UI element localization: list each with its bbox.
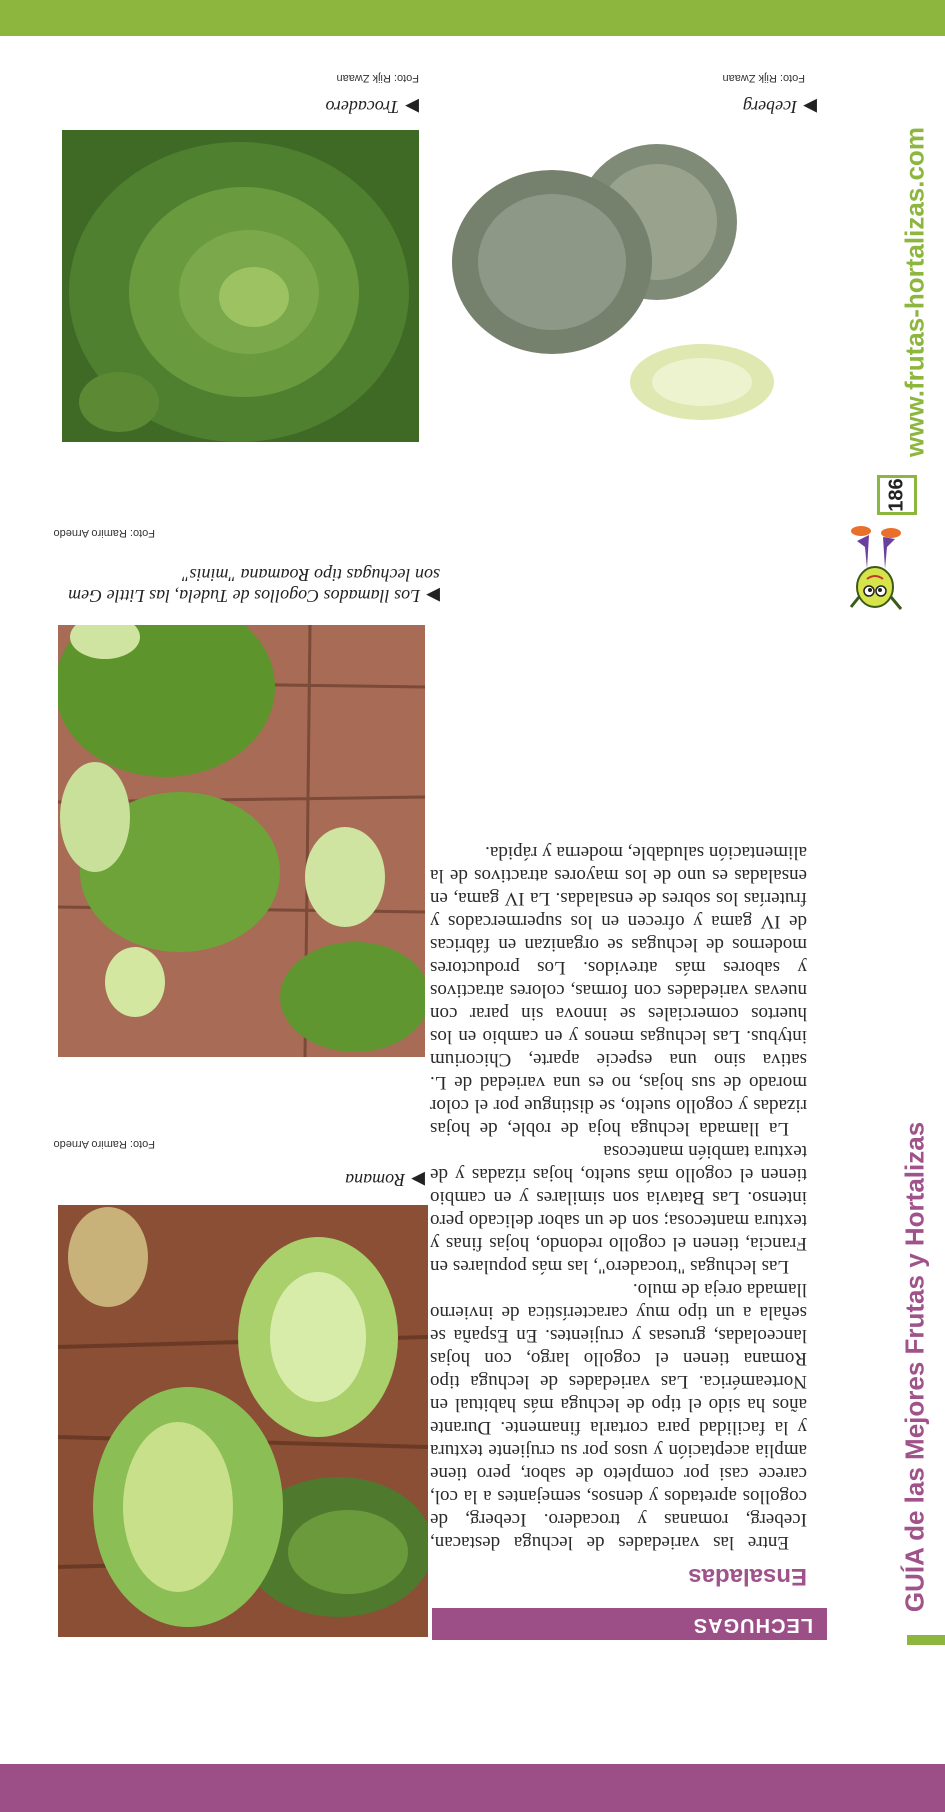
iceberg-photo bbox=[417, 102, 797, 462]
section-bar bbox=[432, 1608, 827, 1640]
section-label: LECHUGAS bbox=[692, 1614, 813, 1636]
romana-photo bbox=[58, 1205, 428, 1637]
triangle-right-icon: ▶ bbox=[803, 97, 817, 117]
iceberg-caption: ▶Iceberg bbox=[742, 97, 817, 117]
cartoon-vegetable-mascot-icon bbox=[849, 522, 905, 617]
triangle-right-icon: ▶ bbox=[405, 97, 419, 117]
paragraph: La llamada lechuga hoja de roble, de hojas rizadas y cogollo suelto, se distingue por el color morado de sus hojas, no es una variedad de L. sativa sino una especie aparte, Chicorium intybus. Las lechugas menos y en cambio en los huertos comerciales se innova sin parar con nuevas variedades con formas, colores atractivos y sabores más atrevidos. Los productores modernos de lechugas se organizan en fábricas de IV gama y ofrecen en los supermercados y fruterías los sobres de ensaladas. La IV gama, en ensaladas es uno de los mayores atractivos de la alimentación saludable, moderna y rápida. bbox=[430, 842, 807, 1139]
iceberg-credit: Foto: Rijk Zwaan bbox=[722, 72, 805, 84]
cogollos-credit: Foto: Ramiro Arnedo bbox=[53, 527, 155, 539]
cogollos-caption: ▶Los llamados Cogollos de Tudela, las Little Gem son lechugas tipo Roamana "minis" bbox=[68, 565, 440, 606]
triangle-right-icon: ▶ bbox=[411, 1170, 425, 1190]
article-body bbox=[430, 841, 807, 1554]
site-url[interactable] bbox=[885, 102, 945, 482]
page-number-text: 186 bbox=[885, 478, 908, 512]
trocadero-photo bbox=[62, 130, 419, 442]
guide-title bbox=[885, 1092, 945, 1642]
paragraph: Entre las variedades de lechuga destacan, Iceberg, romanas y trocadero. Iceberg, de cogollos apretados y densos, semejantes a la col, carece casi por completo de sabor, pero tiene amplia aceptación y usos por su crujiente textura y la facilidad para cortarla finamente. Durante años ha sido el tipo de lechuga más habitual en Norteamérica. Las variedades de lechuga tipo Romana tienen el cogollo largo, con hojas lanceoladas, gruesas y crujientes. En España se señala a un tipo muy característica de invierno llamada oreja de mulo. bbox=[430, 1279, 807, 1553]
guide-title-text: GUÍA de las Mejores Frutas y Hortalizas bbox=[899, 1121, 930, 1613]
cogollos-photo bbox=[58, 625, 425, 1057]
romana-caption: ▶Romana bbox=[345, 1170, 425, 1190]
trocadero-credit: Foto: Rijk Zwaan bbox=[336, 72, 419, 84]
paragraph: Las lechugas "trocadero", las más populares en Francia, tienen el cogollo redondo, hojas finas y textura mantecosa; son de un sabor delicado pero intenso. Las Batavia son similares y en cambio tienen el cogollo más suelto, hojas rizadas y de textura también mantecosa bbox=[430, 1141, 807, 1277]
site-url-text[interactable]: www.frutas-hortalizas.com bbox=[899, 127, 930, 457]
top-purple-band bbox=[0, 1764, 945, 1812]
section-subtitle: Ensaladas bbox=[688, 1563, 807, 1590]
bottom-green-band bbox=[0, 0, 945, 36]
page-number bbox=[877, 475, 917, 515]
trocadero-caption: ▶Trocadero bbox=[325, 97, 419, 117]
romana-credit: Foto: Ramiro Arnedo bbox=[53, 1138, 155, 1150]
triangle-right-icon: ▶ bbox=[426, 586, 440, 606]
